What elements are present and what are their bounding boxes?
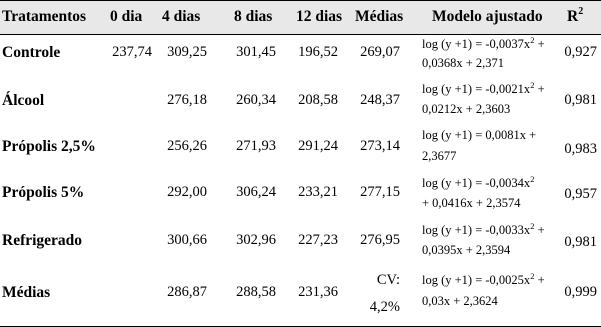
header-modelo: Modelo ajustado: [432, 8, 543, 25]
cell-dia12: 291,24: [298, 138, 338, 154]
cell-media: 269,07: [360, 44, 400, 60]
cell-cv-label: CV:: [376, 272, 400, 288]
row-name: Controle: [2, 44, 61, 61]
cell-modelo-line2: 2,3677: [422, 149, 457, 163]
cell-modelo-line2: 0,0368x + 2,371: [422, 56, 505, 70]
cell-modelo-line1: $\log (y +1) = -0,0037x^2$ +: [422, 35, 545, 51]
header-dia8: 8 dias: [234, 8, 273, 25]
cell-dia0: 237,74: [112, 44, 152, 60]
header-r2: $R^2$: [567, 6, 584, 25]
cell-dia4: 286,87: [167, 284, 207, 300]
cell-dia12: 196,52: [298, 44, 338, 60]
cell-dia8: 271,93: [236, 138, 276, 154]
cell-modelo-line1: $\log (y +1) = -0,0025x^2$ +: [422, 271, 545, 287]
header-dia4: 4 dias: [162, 8, 201, 25]
row-name: Refrigerado: [2, 232, 83, 249]
cell-dia4: 256,26: [167, 138, 207, 154]
cell-dia8: 260,34: [236, 92, 276, 108]
cell-dia8: 288,58: [236, 284, 276, 300]
cell-media: 248,37: [360, 92, 400, 108]
cell-dia8: 301,45: [236, 44, 276, 60]
cell-modelo-line1: $\log (y +1) = -0,0033x^2$ +: [422, 221, 545, 237]
cell-media: 276,95: [360, 232, 400, 248]
cell-modelo-line1: log (y +1) = 0,0081x +: [422, 128, 537, 142]
cell-modelo-line2: 0,0212x + 2,3603: [422, 102, 511, 116]
cell-modelo-line1: $\log (y +1) = -0,0021x^2$ +: [422, 80, 545, 96]
cell-r2: 0,983: [564, 141, 597, 157]
cell-dia4: 309,25: [167, 44, 207, 60]
cell-dia4: 276,18: [167, 92, 207, 108]
cell-media: 273,14: [360, 138, 400, 154]
cell-modelo-line2: + 0,0416x + 2,3574: [422, 196, 521, 210]
row-name: Médias: [2, 284, 51, 301]
header-dia12: 12 dias: [296, 8, 343, 25]
header-medias: Médias: [355, 8, 404, 25]
cell-r2: 0,981: [564, 234, 597, 250]
cell-dia12: 231,36: [298, 284, 338, 300]
cell-modelo-line1: $\log (y +1) = -0,0034x^2$: [422, 174, 535, 190]
cell-dia8: 306,24: [236, 184, 276, 200]
header-rule: [0, 34, 601, 35]
header-dia0: 0 dia: [110, 8, 143, 25]
row-name: Álcool: [2, 92, 45, 109]
cell-dia12: 233,21: [298, 184, 338, 200]
top-rule: [0, 0, 601, 1]
cell-r2: 0,927: [564, 44, 597, 60]
cell-dia8: 302,96: [236, 232, 276, 248]
cell-r2: 0,981: [564, 92, 597, 108]
cell-modelo-line2: 0,0395x + 2,3594: [422, 243, 511, 257]
cell-dia4: 300,66: [167, 232, 207, 248]
header-tratamentos: Tratamentos: [2, 8, 87, 25]
cell-dia4: 292,00: [167, 184, 207, 200]
cell-cv-value: 4,2%: [369, 299, 400, 315]
row-name: Própolis 2,5%: [2, 138, 96, 155]
cell-r2: 0,957: [564, 186, 597, 202]
cell-r2: 0,999: [564, 284, 597, 300]
cell-dia12: 208,58: [298, 92, 338, 108]
cell-modelo-line2: 0,03x + 2,3624: [422, 294, 498, 308]
cell-media: 277,15: [360, 184, 400, 200]
cell-dia12: 227,23: [298, 232, 338, 248]
row-name: Própolis 5%: [2, 184, 85, 201]
